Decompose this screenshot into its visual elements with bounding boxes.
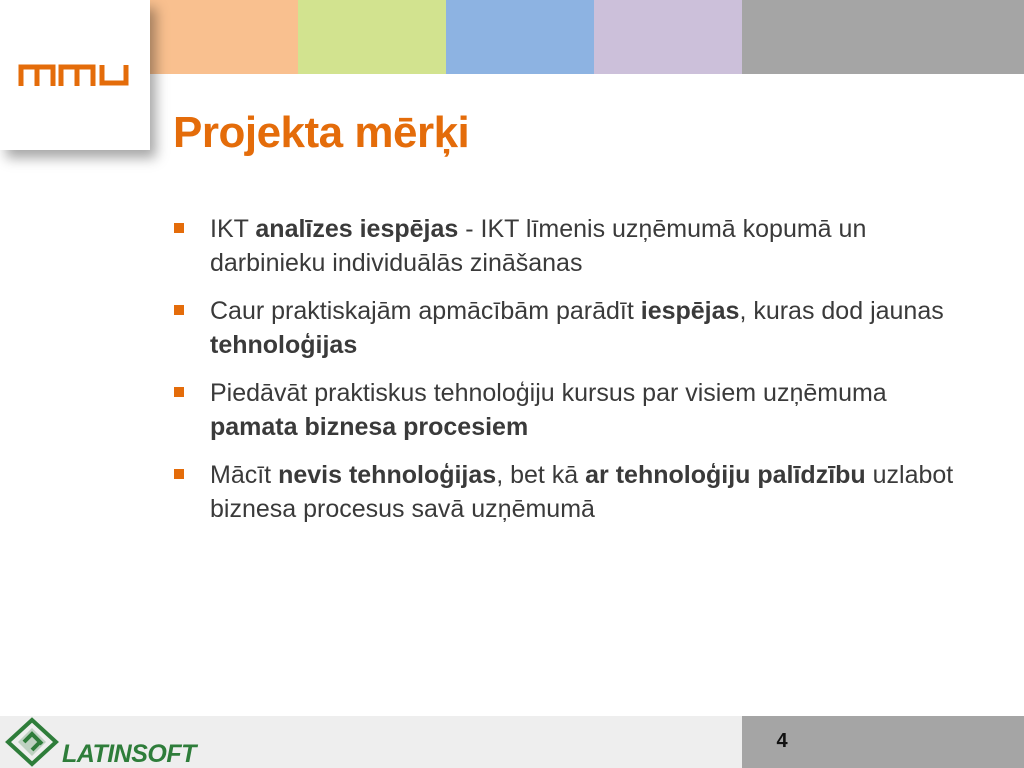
mmu-logo-box (0, 0, 150, 150)
square-bullet-icon (174, 387, 184, 397)
square-bullet-icon (174, 469, 184, 479)
header-band-3 (446, 0, 594, 74)
bullet-text-2: Caur praktiskajām apmācībām parādīt iespējas, kuras dod jaunas tehnoloģijas (210, 297, 944, 359)
bullet-item (172, 294, 972, 362)
latinsoft-logo-text: LATINSOFT (62, 740, 196, 768)
square-bullet-icon (174, 223, 184, 233)
header-band-5 (742, 0, 1024, 74)
bullet-text-4: Mācīt nevis tehnoloģijas, bet kā ar tehnoloģiju palīdzību uzlabot biznesa procesus savā uzņēmumā (210, 461, 954, 523)
bullet-text-3: Piedāvāt praktiskus tehnoloģiju kursus par visiem uzņēmuma pamata biznesa procesiem (210, 379, 887, 441)
square-bullet-icon (174, 305, 184, 315)
slide-title: Projekta mērķi (173, 108, 470, 157)
latinsoft-diamond-icon (4, 716, 68, 768)
bullet-item (172, 376, 972, 444)
header-band-2 (298, 0, 446, 74)
bullet-item (172, 458, 972, 526)
header-band-1 (150, 0, 298, 74)
bullet-item (172, 212, 972, 280)
page-number: 4 (776, 730, 788, 752)
bullet-text-1: IKT analīzes iespējas - IKT līmenis uzņēmumā kopumā un darbinieku individuālās zināšanas (210, 215, 867, 277)
header-band-4 (594, 0, 742, 74)
mmu-logo (18, 62, 132, 88)
bullet-list (172, 212, 972, 540)
